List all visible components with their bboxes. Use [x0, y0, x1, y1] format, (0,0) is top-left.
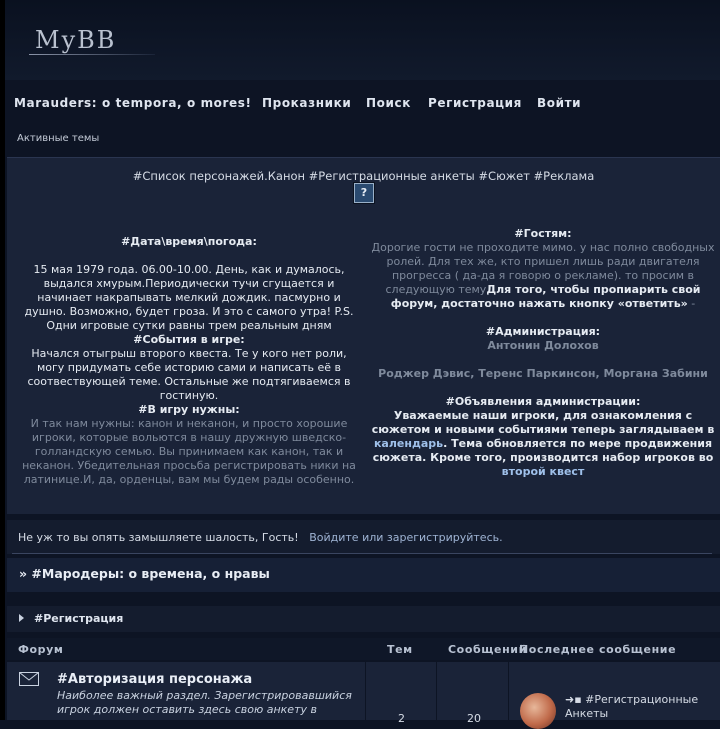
column-divider	[365, 662, 366, 720]
topics-count: 2	[398, 712, 405, 725]
guest-bar	[7, 520, 720, 554]
announcement-banner	[7, 157, 720, 514]
column-divider	[508, 662, 509, 720]
logo-underline	[29, 54, 155, 55]
forum-description: Наиболее важный раздел. Зарегистрировавшийся игрок должен оставить здесь свою анкету в	[57, 689, 352, 716]
announce-text-1: Уважаемые наши игроки, для ознакомления с сюжетом и новыми событиями теперь заглядываем в	[371, 409, 715, 436]
guests-heading: #Гостям:	[514, 227, 572, 240]
forum-logo[interactable]: MyBB	[35, 26, 117, 54]
needed-heading: #В игру нужны:	[138, 403, 240, 416]
last-post-link[interactable]: #Регистрационные Анкеты	[565, 693, 699, 720]
guests-text: Дорогие гости не проходите мимо. у нас полно свободных ролей. Для тех же, кто пришел лишь ради двигателя прогресса ( да-да я говорю о рекламе). то просим в следующую тему	[371, 241, 715, 296]
date-text: 15 мая 1979 года. 06.00-10.00. День, как и думалось, выдался хмурым.Периодически тучи сгущается и начинает накрапывать мелкий дождик. пасмурно и душно. Возможно, будет гроза. И это с самого утра! P.S. Одни игровые сутки равны трем реальным дням	[24, 263, 354, 332]
table-header	[7, 638, 720, 660]
forum-title-link[interactable]: #Авторизация персонажа	[57, 672, 253, 687]
category-title: #Регистрация	[34, 612, 124, 625]
nav-login-link[interactable]: Войти	[537, 96, 582, 110]
guest-login-link[interactable]: Войдите	[309, 531, 359, 544]
announce-text-2: . Тема обновляется по мере продвижения сюжета. Кроме того, производится набор игроков во	[372, 437, 714, 464]
guests-tail: -	[687, 297, 696, 310]
admin-others: Роджер Дэвис, Теренс Паркинсон, Моргана Забини	[378, 367, 708, 380]
header-topics: Тем	[387, 643, 413, 656]
header	[5, 0, 720, 80]
guest-greeting: Не уж то вы опять замышляете шалость, Гость!	[18, 531, 299, 544]
board-title: » #Мародеры: о времена, о нравы	[19, 566, 270, 581]
header-forum: Форум	[18, 643, 64, 656]
last-post-icon[interactable]: ➜▪	[565, 693, 582, 706]
posts-count: 20	[467, 712, 481, 725]
announce-paragraph	[369, 409, 717, 479]
date-heading: #Дата\время\погода:	[121, 235, 257, 248]
header-last-post: Последнее сообщение	[519, 643, 677, 656]
guest-or-text: или	[362, 531, 384, 544]
main-nav	[5, 88, 720, 118]
divider	[12, 553, 712, 554]
active-topics-link[interactable]: Активные темы	[17, 133, 100, 144]
collapse-arrow-icon[interactable]	[19, 614, 24, 622]
announce-heading: #Объявления администрации:	[445, 395, 641, 408]
banner-left-column	[21, 235, 357, 487]
category-header[interactable]	[7, 606, 720, 632]
nav-home-link[interactable]: Marauders: o tempora, o mores!	[14, 96, 252, 110]
avatar[interactable]	[520, 693, 556, 729]
calendar-link[interactable]: календарь	[373, 437, 444, 450]
nav-register-link[interactable]: Регистрация	[428, 96, 522, 110]
help-icon[interactable]: ?	[354, 183, 374, 203]
last-post	[565, 693, 715, 721]
guests-paragraph	[369, 241, 717, 311]
banner-right-column	[369, 227, 717, 479]
second-quest-link[interactable]: второй квест	[501, 465, 585, 478]
board-title-bar	[7, 558, 720, 592]
admin-heading: #Администрация:	[485, 325, 601, 338]
events-text: Начался отыгрыш второго квеста. Те у кого нет роли, могу придумать себе историю сами и написать её в соотвествующей теме. Остальные же подтягиваемся в гостиную.	[27, 347, 351, 402]
guest-register-link[interactable]: зарегистрируйтесь.	[386, 531, 503, 544]
header-posts: Сообщений	[448, 643, 527, 656]
envelope-icon	[19, 672, 39, 686]
table-row	[7, 662, 720, 725]
guests-bold-text: Для того, чтобы пропиарить свой форум, достаточно нажать кнопку «ответить»	[390, 283, 701, 310]
banner-links[interactable]: #Список персонажей.Канон #Регистрационные анкеты #Сюжет #Реклама	[132, 169, 595, 183]
admin-name[interactable]: Антонин Долохов	[487, 339, 599, 352]
needed-text: И так нам нужны: канон и неканон, и просто хорошие игроки, которые вольются в нашу дружную шведско-голландскую семью. Вы принимаем как канон, так и неканон. Убедительная просьба регистрировать ники на латинице.И, да, орденцы, вам мы будем рады особенно.	[22, 417, 356, 486]
nav-pranksters-link[interactable]: Проказники	[262, 96, 352, 110]
guest-message	[18, 531, 503, 544]
column-divider	[436, 662, 437, 720]
events-heading: #События в игре:	[133, 333, 245, 346]
nav-search-link[interactable]: Поиск	[366, 96, 411, 110]
